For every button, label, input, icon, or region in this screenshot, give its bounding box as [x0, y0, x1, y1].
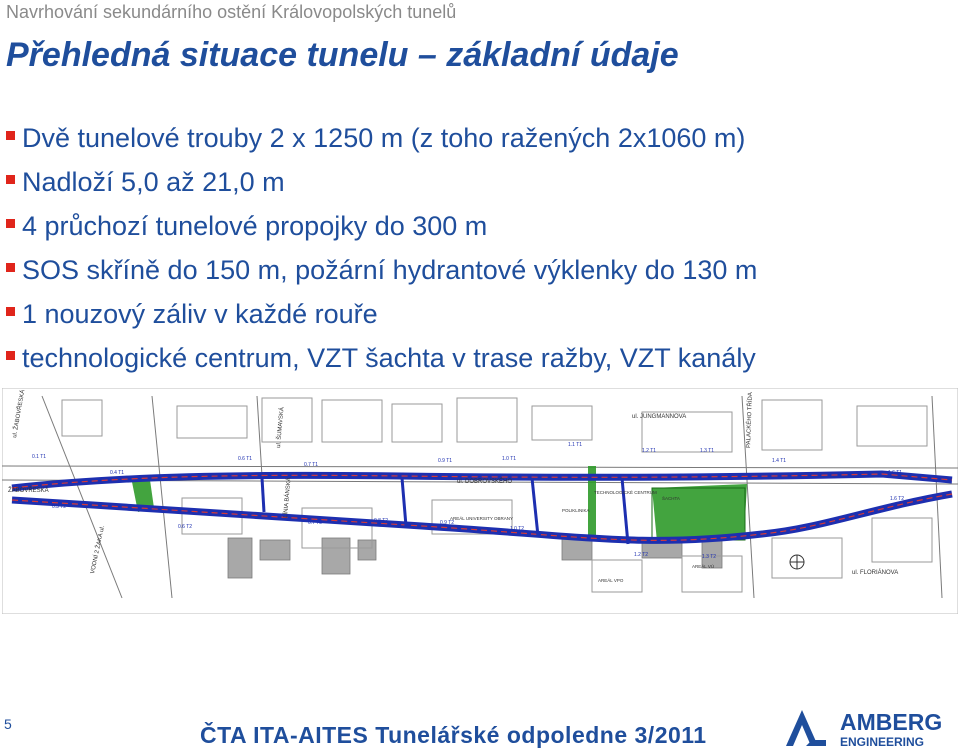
- station-label: 1.6 T1: [888, 470, 903, 476]
- bullet-item: Dvě tunelové trouby 2 x 1250 m (z toho ražených 2x1060 m): [6, 116, 757, 160]
- bullet-item: 1 nouzový záliv v každé rouře: [6, 292, 757, 336]
- label-tech-centrum: TECHNOLOGICKÉ CENTRUM: [594, 490, 657, 495]
- station-label: 1.0 T2: [510, 526, 525, 532]
- station-label: 1.4 T1: [772, 458, 787, 464]
- station-label: 0.6 T1: [238, 456, 253, 462]
- north-arrow-icon: [790, 555, 804, 569]
- label-areal-vpo: AREÁL VPO: [598, 578, 624, 583]
- tunnel-site-plan: [2, 388, 958, 614]
- bullet-item: 4 průchozí tunelové propojky do 300 m: [6, 204, 757, 248]
- station-label: 0.7 T1: [304, 462, 319, 468]
- label-areal-vu: AREÁL VÚ: [692, 564, 715, 569]
- bullet-square-icon: [6, 263, 15, 272]
- station-label: 0.7 T2: [308, 520, 323, 526]
- station-label: 0.1 T1: [32, 454, 47, 460]
- bullet-item: SOS skříně do 150 m, požární hydrantové výklenky do 130 m: [6, 248, 757, 292]
- station-label: 1.2 T2: [634, 552, 649, 558]
- street-zahoreska-top: ul. ŽABOVŘESKÁ: [12, 389, 27, 439]
- street-sumavska: ul. ŠUMAVSKÁ: [276, 406, 286, 449]
- station-label: 0.8 T2: [374, 518, 389, 524]
- presentation-header: Navrhování sekundárního ostění Královopolských tunelů: [6, 2, 457, 22]
- bullet-list: [6, 116, 757, 380]
- label-poliklinika: POLIKLINIKA: [562, 508, 590, 513]
- bullet-square-icon: [6, 351, 15, 360]
- street-banska: LÍNIA BÁNSKÁ: [283, 477, 293, 519]
- station-label: 1.1 T1: [568, 442, 583, 448]
- station-label: 1.0 T1: [502, 456, 517, 462]
- bullet-square-icon: [6, 175, 15, 184]
- bullet-square-icon: [6, 219, 15, 228]
- street-palackeho: PALACKÉHO TŘÍDA: [746, 392, 754, 449]
- station-label: 0.9 T1: [438, 458, 453, 464]
- station-label: 0.9 T2: [440, 520, 455, 526]
- station-label: 1.6 T2: [890, 496, 905, 502]
- header-bar: [0, 0, 960, 28]
- label-areal-uni: AREÁL UNIVERSITY OBRANY: [450, 516, 514, 521]
- street-vodni: VODNÍ 2 ŽAKA ul.: [90, 525, 107, 575]
- bullet-item: technologické centrum, VZT šachta v trase ražby, VZT kanály: [6, 336, 757, 380]
- bullet-square-icon: [6, 307, 15, 316]
- station-label: 0.3 T2: [52, 504, 67, 510]
- street-jungmannova: ul. JUNGMANNOVA: [632, 414, 687, 420]
- station-label: 0.6 T2: [178, 524, 193, 530]
- title-divider: [0, 88, 960, 90]
- station-label: 1.3 T1: [700, 448, 715, 454]
- amberg-logo: [784, 706, 956, 750]
- street-dobrovskeho: ul. DOBROVSKÉHO: [457, 479, 513, 485]
- bullet-square-icon: [6, 131, 15, 140]
- footer-text: ČTA ITA-AITES Tunelářské odpoledne 3/2011: [200, 722, 707, 748]
- station-label: 1.3 T2: [702, 554, 717, 560]
- station-label: 0.4 T1: [110, 470, 125, 476]
- station-label: 1.2 T1: [642, 448, 657, 454]
- logo-text-amberg: AMBERG: [840, 709, 943, 735]
- slide-number: 5: [4, 716, 12, 732]
- bullet-item: Nadloží 5,0 až 21,0 m: [6, 160, 757, 204]
- street-zahoreska: ŽABOVŘESKÁ: [8, 488, 49, 494]
- slide-title: Přehledná situace tunelu – základní údaje: [6, 36, 679, 74]
- label-sachta: ŠACHTA: [662, 496, 680, 501]
- logo-text-engineering: ENGINEERING: [840, 735, 925, 749]
- street-florianova: ul. FLORIÁNOVA: [852, 570, 899, 576]
